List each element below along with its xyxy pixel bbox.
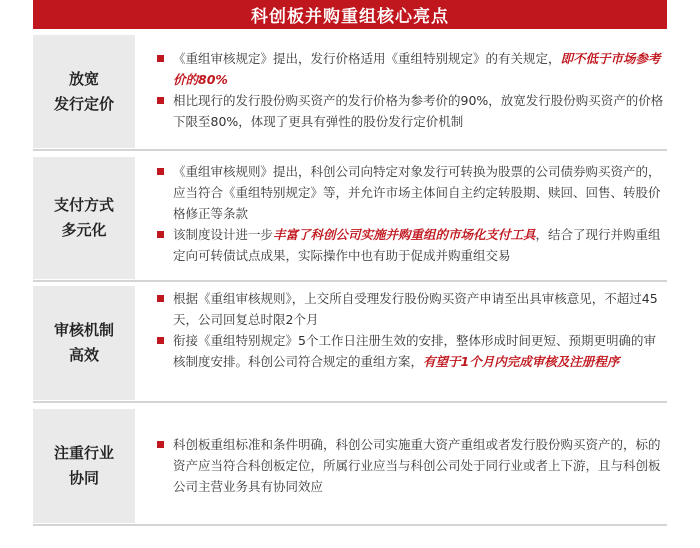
bullet-square-icon	[157, 441, 164, 448]
bullet-text: 根据《重组审核规则》，上交所自受理发行股份购买资产申请至出具审核意见，不超过45天，公司回复总时限2个月	[173, 291, 658, 327]
row-content	[153, 35, 667, 161]
bullet-text: 《重组审核规定》提出，发行价格适用《重组特别规定》的有关规定，	[173, 51, 561, 66]
row-label	[33, 35, 135, 148]
row-label	[33, 157, 135, 279]
bullet-square-icon	[157, 295, 164, 302]
bullet-square-icon	[157, 97, 164, 104]
bullet-text: 衔接《重组特别规定》5个工作日注册生效的安排，整体形成时间更短、预期更明确的审核制度安排。科创公司符合规定的重组方案，	[173, 333, 656, 369]
row-divider	[33, 524, 667, 526]
bullet-text: 相比现行的发行股份购买资产的发行价格为参考价的90%，放宽发行股份购买资产的价格下限至80%，体现了更具有弹性的股份发行定价机制	[173, 93, 664, 129]
row-label	[33, 286, 135, 400]
row-content	[153, 286, 667, 402]
row-label-line: 放宽	[68, 69, 99, 88]
row-divider	[33, 149, 667, 151]
bullet-highlight: 有望于1个月内完成审核及注册程序	[423, 354, 620, 369]
bullet-item	[153, 330, 667, 372]
bullet-item	[153, 90, 667, 132]
bullet-item	[153, 288, 667, 330]
bullet-square-icon	[157, 55, 164, 62]
row-label-line: 注重行业	[53, 444, 114, 462]
row-divider	[33, 280, 667, 282]
bullet-square-icon	[157, 168, 164, 175]
bullet-text: 《重组审核规则》提出，科创公司向特定对象发行可转换为股票的公司债券购买资产的，应当符合《重组特别规定》等，并允许市场主体间自主约定转股期、赎回、回售、转股价格修正等条款	[173, 164, 661, 221]
bullet-text-tail: ，结合了现行并购重组定向可转债试点成果，实际操作中也有助于促成并购重组交易	[173, 227, 661, 263]
row-label-line: 审核机制	[53, 321, 114, 339]
row-label-line: 协同	[68, 469, 99, 487]
bullet-text: 该制度设计进一步	[173, 227, 274, 242]
bullet-text: 科创板重组标准和条件明确，科创公司实施重大资产重组或者发行股份购买资产的，标的资产应当符合科创板定位，所属行业应当与科创公司处于同行业或者上下游，且与科创板公司主营业务具有协同效应	[173, 437, 661, 494]
page-title: 科创板并购重组核心亮点	[33, 0, 667, 29]
row-payment	[33, 157, 667, 279]
row-divider	[33, 401, 667, 403]
row-label-line: 发行定价	[53, 94, 114, 113]
row-content	[153, 409, 667, 548]
bullet-highlight: 即不低于市场参考价的80%	[173, 51, 661, 87]
row-industry	[33, 409, 667, 523]
row-label-line: 支付方式	[53, 196, 114, 214]
row-label-line: 高效	[68, 346, 99, 364]
row-review	[33, 286, 667, 400]
row-label-line: 多元化	[61, 221, 107, 239]
row-pricing	[33, 35, 667, 148]
bullet-square-icon	[157, 337, 164, 344]
row-label	[33, 409, 135, 523]
bullet-item	[153, 161, 667, 224]
bullet-item	[153, 224, 667, 266]
bullet-item	[153, 434, 667, 497]
bullet-highlight: 丰富了科创公司实施并购重组的市场化支付工具	[273, 227, 536, 242]
bullet-item	[153, 48, 667, 90]
row-content	[153, 157, 667, 283]
bullet-square-icon	[157, 231, 164, 238]
